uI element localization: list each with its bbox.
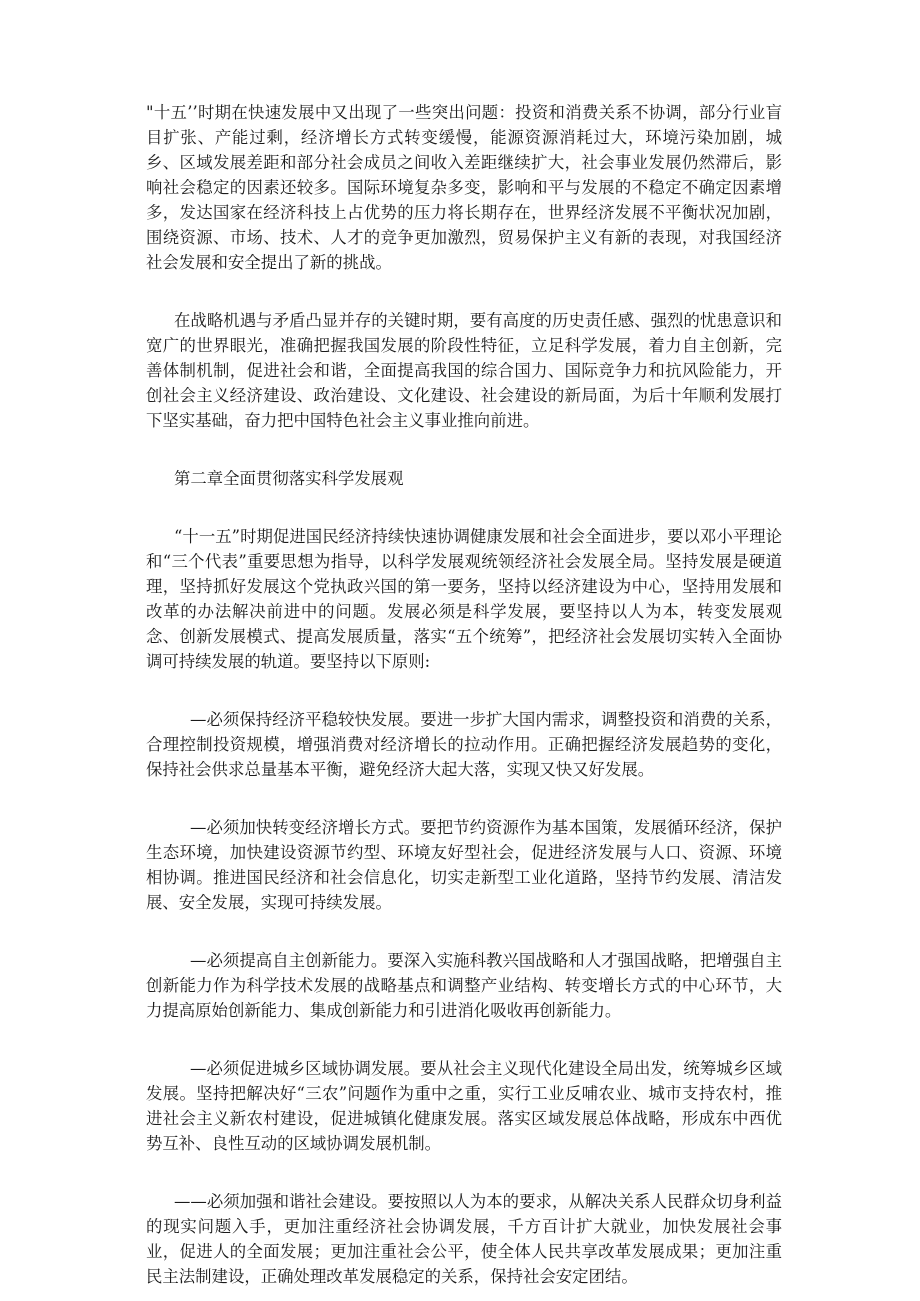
principle-item-harmonious-society: ——必须加强和谐社会建设。要按照以人为本的要求，从解决关系人民群众切身利益的现实问题入手，更加注重经济社会协调发展，千方百计扩大就业，加快发展社会事业，促进人的全面发展；更加注重社会公平，使全体人民共享改革发展成果；更加注重民主法制建设，正确处理改革发展稳定的关系，保持社会安定团结。 [146, 1192, 782, 1286]
paragraph-strategic-period: 在战略机遇与矛盾凸显并存的关键时期，要有高度的历史责任感、强烈的忧患意识和宽广的世界眼光，准确把握我国发展的阶段性特征，立足科学发展，着力自主创新，完善体制机制，促进社会和谐，全面提高我国的综合国力、国际竞争力和抗风险能力，开创社会主义经济建设、政治建设、文化建设、社会建设的新局面，为后十年顺利发展打下坚实基础，奋力把中国特色社会主义事业推向前进。 [146, 311, 782, 430]
principle-item-innovation: —必须提高自主创新能力。要深入实施科教兴国战略和人才强国战略，把增强自主创新能力作为科学技术发展的战略基点和调整产业结构、转变增长方式的中心环节，大力提高原始创新能力、集成创新能力和引进消化吸收再创新能力。 [146, 951, 782, 1020]
paragraph-shiwu-problems: "十五’’时期在快速发展中又出现了一些突出问题：投资和消费关系不协调，部分行业盲目扩张、产能过剩，经济增长方式转变缓慢，能源资源消耗过大，环境污染加剧，城乡、区域发展差距和部分社会成员之间收入差距继续扩大，社会事业发展仍然滞后，影响社会稳定的因素还较多。国际环境复杂多变，影响和平与发展的不稳定不确定因素增多，发达国家在经济科技上占优势的压力将长期存在，世界经济发展不平衡状况加剧，围绕资源、市场、技术、人才的竞争更加激烈，贸易保护主义有新的表现，对我国经济社会发展和安全提出了新的挑战。 [146, 103, 782, 272]
paragraph-shiyiwu-guidance: “十一五”时期促进国民经济持续快速协调健康发展和社会全面进步，要以邓小平理论和“三个代表”重要思想为指导，以科学发展观统领经济社会发展全局。坚持发展是硬道理，坚持抓好发展这个党执政兴国的第一要务，坚持以经济建设为中心，坚持用发展和改革的办法解决前进中的问题。发展必须是科学发展，要坚持以人为本，转变发展观念、创新发展模式、提高发展质量，落实“五个统筹”，把经济社会发展切实转入全面协调可持续发展的轨道。要坚持以下原则: [146, 527, 782, 671]
document-page [146, 100, 782, 1289]
chapter-heading: 第二章全面贯彻落实科学发展观 [174, 469, 404, 488]
principle-item-stable-growth: —必须保持经济平稳较快发展。要进一步扩大国内需求，调整投资和消费的关系，合理控制投资规模，增强消费对经济增长的拉动作用。正确把握经济发展趋势的变化，保持社会供求总量基本平衡，避免经济大起大落，实现又快又好发展。 [146, 710, 782, 779]
principle-item-growth-mode: —必须加快转变经济增长方式。要把节约资源作为基本国策，发展循环经济，保护生态环境，加快建设资源节约型、环境友好型社会，促进经济发展与人口、资源、环境相协调。推进国民经济和社会信息化，切实走新型工业化道路，坚持节约发展、清洁发展、安全发展，实现可持续发展。 [146, 818, 782, 912]
principle-item-urban-rural: —必须促进城乡区域协调发展。要从社会主义现代化建设全局出发，统筹城乡区域发展。坚持把解决好“三农”问题作为重中之重，实行工业反哺农业、城市支持农村，推进社会主义新农村建设，促进城镇化健康发展。落实区域发展总体战略，形成东中西优势互补、良性互动的区域协调发展机制。 [146, 1059, 782, 1153]
